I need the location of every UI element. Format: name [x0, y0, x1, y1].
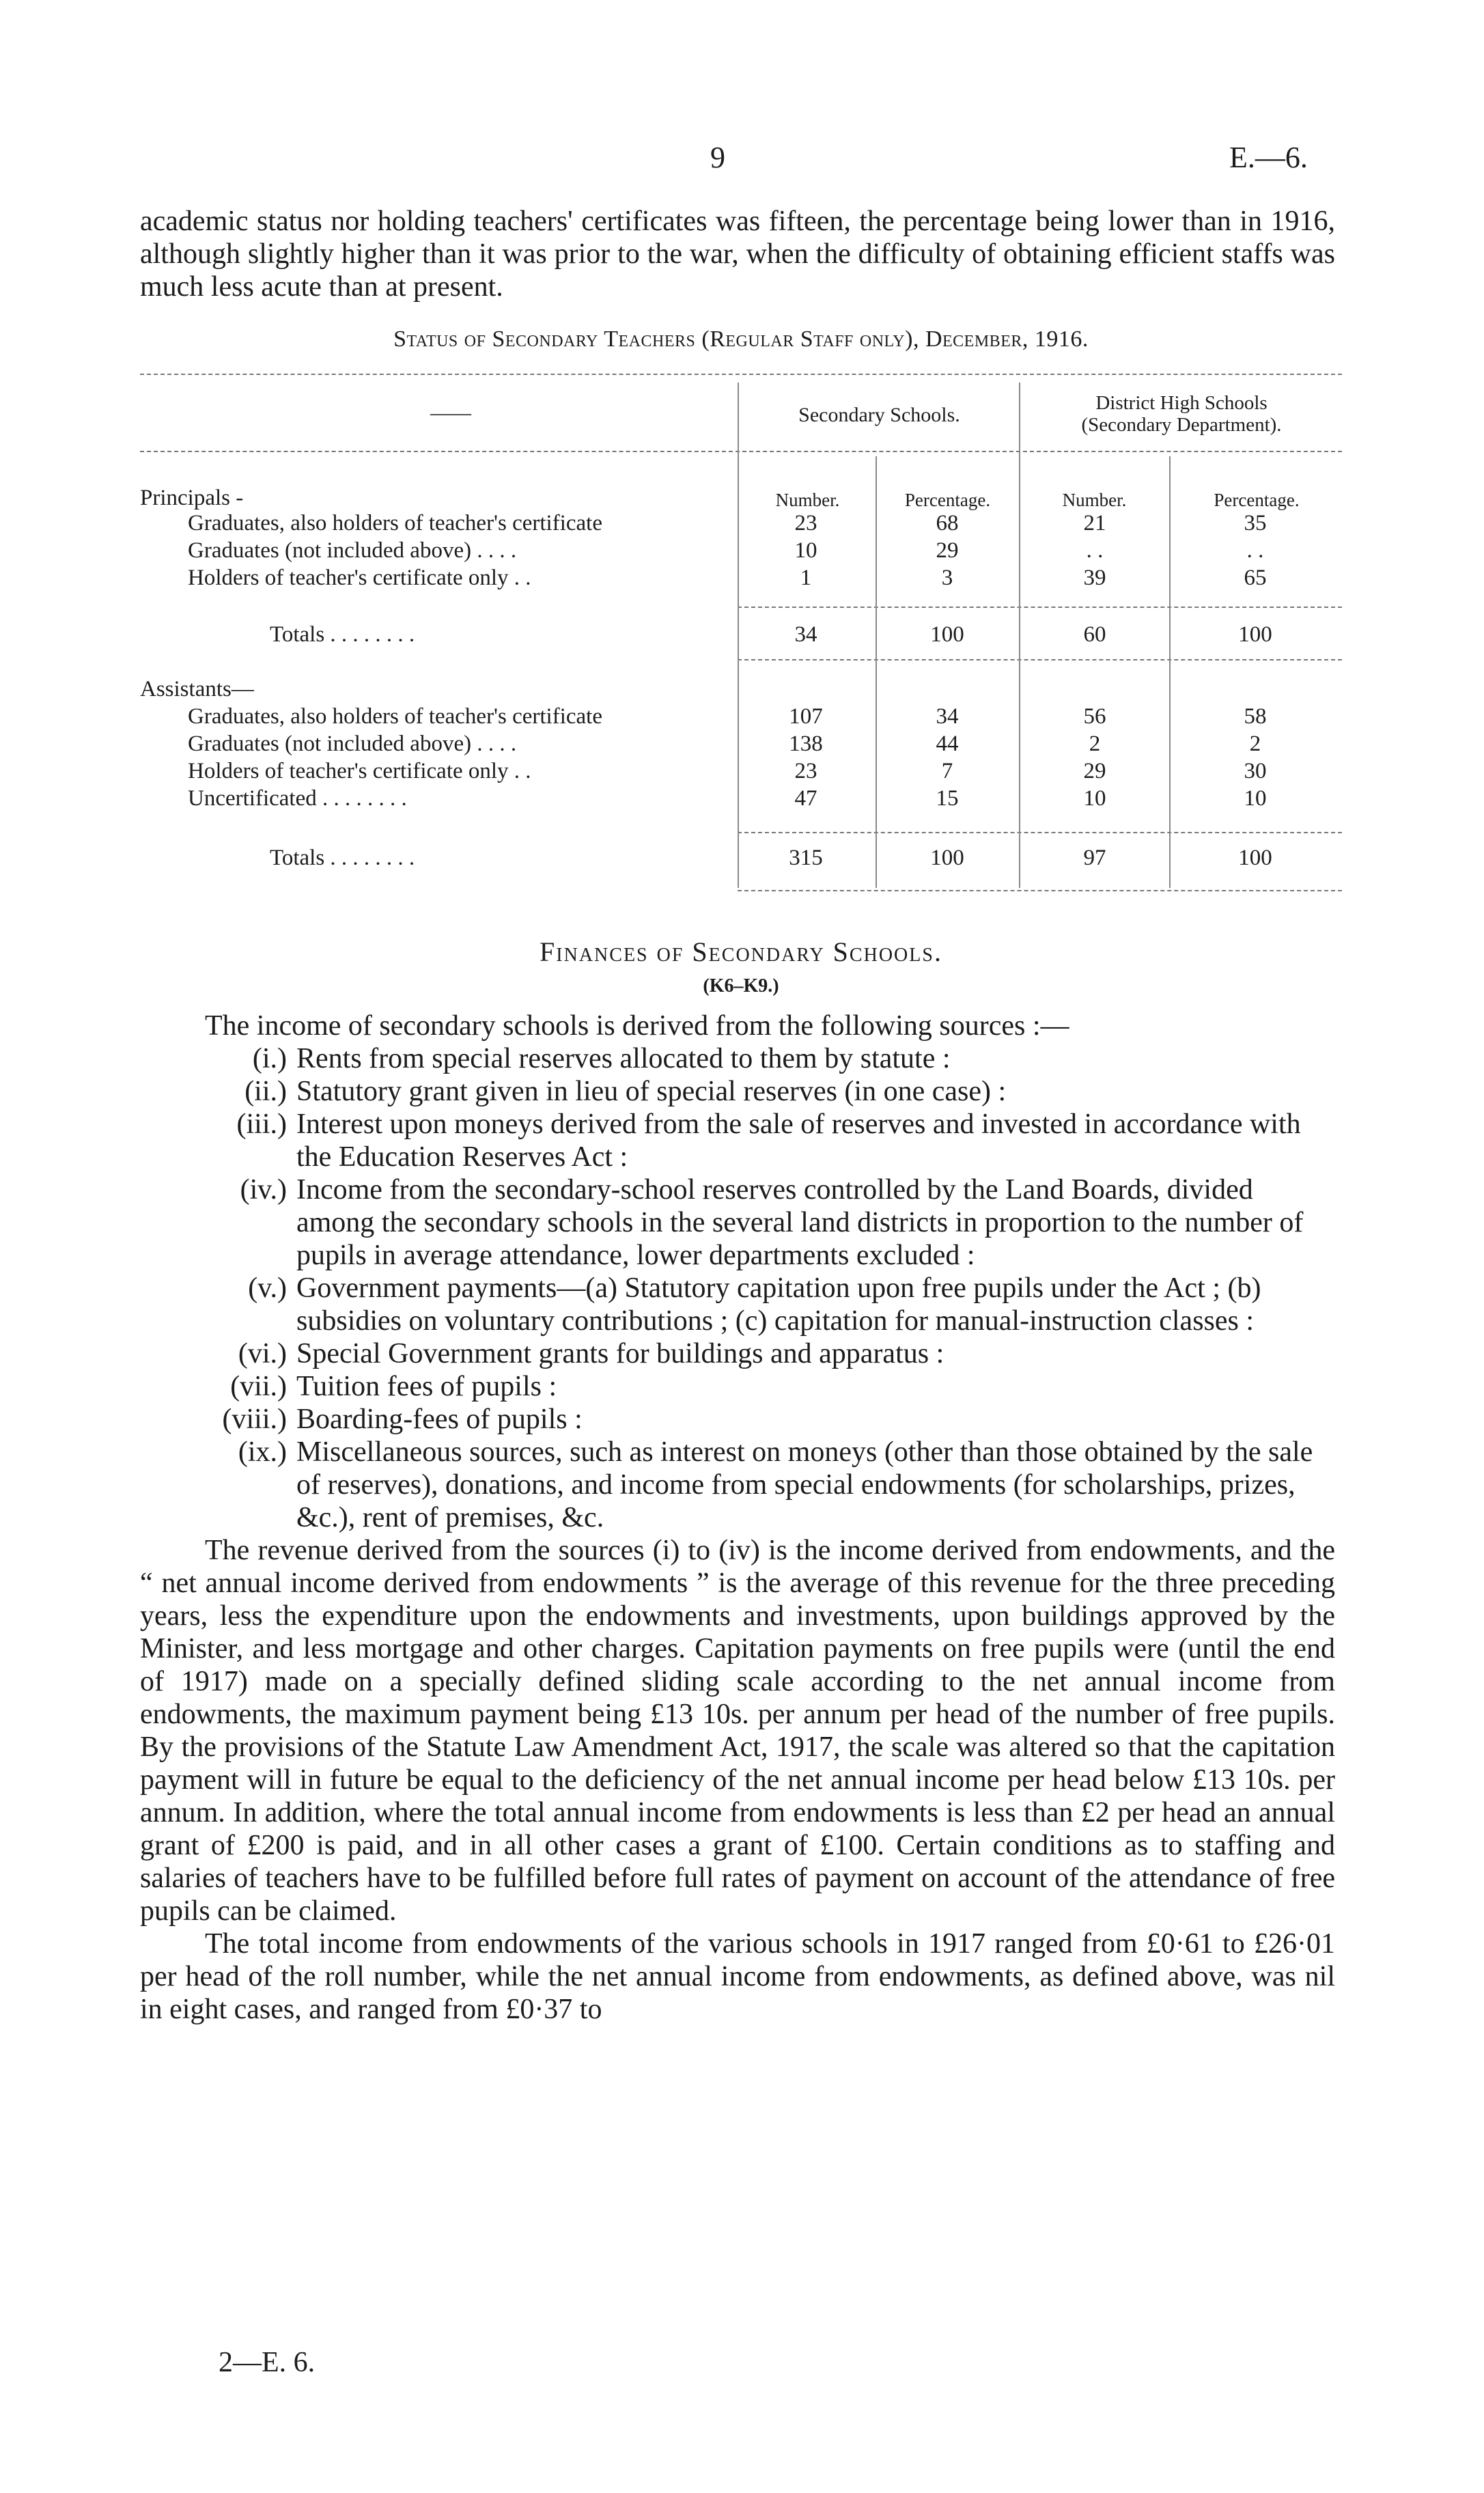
assistants-label: Assistants— — [140, 677, 254, 701]
principal-row-label: Graduates, also holders of teacher's certificate — [188, 511, 602, 535]
assistant-row-label: Graduates (not included above) . . . . — [188, 732, 517, 756]
assistant-row-sec-number: 138 — [789, 732, 823, 756]
table-rule-top — [140, 374, 1342, 375]
table-vline-3 — [1019, 382, 1020, 888]
principal-row-sec-percentage: 29 — [936, 538, 959, 563]
assistant-row-sec-number: 107 — [789, 704, 823, 729]
source-number: (iii.) — [236, 1109, 287, 1140]
principals-label: Principals - — [140, 486, 244, 510]
source-text: Statutory grant given in lieu of special reserves (in one case) : — [296, 1076, 1007, 1107]
assistant-row-dist-percentage: 2 — [1249, 732, 1261, 756]
page-number: 9 — [710, 141, 725, 174]
source-item — [140, 1436, 1335, 1534]
intro-paragraph — [140, 205, 1335, 303]
source-number: (ii.) — [244, 1076, 287, 1107]
source-item — [140, 1370, 1335, 1403]
dist-number-header: Number. — [1062, 490, 1127, 510]
income-range-paragraph: The total income from endowments of the various schools in 1917 ranged from £0·61 to £26·01 per head of the roll number, while the net annual income from endowments, as defined above, was nil in eight cases, and ranged from £0·37 to — [140, 1928, 1335, 2025]
assistants-totals-label: Totals . . . . . . . . — [270, 846, 415, 870]
finances-heading: Finances of Secondary Schools. — [540, 936, 942, 967]
source-item — [140, 1108, 1335, 1173]
sec-number-header: Number. — [775, 490, 840, 510]
source-item — [140, 1173, 1335, 1272]
source-text: Rents from special reserves allocated to them by statute : — [296, 1043, 951, 1074]
table-rule-bottom — [738, 890, 1342, 891]
source-text: Miscellaneous sources, such as interest on moneys (other than those obtained by the sale of reserves), donations, and income from special endowments (for scholarships, prizes, &c.), rent of premises, &c. — [296, 1436, 1313, 1533]
principals-totals-sec-number: 34 — [794, 622, 817, 647]
assistants-totals-sec-percentage: 100 — [930, 846, 964, 870]
assistant-row-sec-percentage: 44 — [936, 732, 959, 756]
assistant-row-sec-number: 47 — [794, 786, 817, 811]
assistant-row-dist-percentage: 58 — [1244, 704, 1267, 729]
secondary-department-header: (Secondary Department). — [1081, 414, 1282, 436]
principal-row-sec-number: 1 — [800, 566, 812, 590]
assistants-totals-dist-percentage: 100 — [1238, 846, 1272, 870]
principal-row-sec-number: 23 — [794, 511, 817, 535]
finances-subheading: (K6–K9.) — [703, 975, 779, 997]
principal-row-dist-percentage: 35 — [1244, 511, 1267, 535]
assistant-row-sec-percentage: 7 — [941, 759, 953, 783]
assistant-row-dist-percentage: 30 — [1244, 759, 1267, 783]
table-rule-principals-subtotal — [738, 607, 1342, 608]
footer-signature: 2—E. 6. — [219, 2347, 316, 2378]
source-text: Government payments—(a) Statutory capitation upon free pupils under the Act ; (b) subsidies on voluntary contributions ; (c) capitation for manual-instruction classes : — [296, 1272, 1261, 1337]
table-rule-principals-total — [738, 659, 1342, 660]
assistant-row-dist-number: 29 — [1083, 759, 1106, 783]
blank-column-header: —— — [430, 402, 471, 424]
principal-row-sec-percentage: 68 — [936, 511, 959, 535]
source-text: Tuition fees of pupils : — [296, 1371, 557, 1402]
dist-percentage-header: Percentage. — [1214, 490, 1300, 510]
assistants-totals-sec-number: 315 — [789, 846, 823, 870]
principal-row-sec-percentage: 3 — [941, 566, 953, 590]
source-item — [140, 1042, 1335, 1075]
table-rule-header — [140, 451, 1342, 452]
assistant-row-label: Holders of teacher's certificate only . . — [188, 759, 531, 783]
source-number: (v.) — [248, 1272, 287, 1304]
assistant-row-dist-number: 10 — [1083, 786, 1106, 811]
principal-row-dist-percentage: . . — [1246, 538, 1264, 563]
source-number: (vi.) — [238, 1338, 287, 1369]
revenue-paragraph: The revenue derived from the sources (i) to (iv) is the income derived from endowments, and the “ net annual income derived from endowments ” is the average of this revenue for the three preceding years, less the expenditure upon the endowments and investments, upon buildings approved by the Minister, and less mortgage and other charges. Capitation payments on free pupils were (until the end of 1917) made on a specially defined sliding scale according to the net annual income from endowments, the maximum payment being £13 10s. per annum per head of the number of free pupils. By the provisions of the Statute Law Amendment Act, 1917, the scale was altered so that the capitation payment will in future be equal to the deficiency of the net annual income per head below £13 10s. per annum. In addition, where the total annual income from endowments is less than £2 per head an annual grant of £200 is paid, and in all other cases a grant of £100. Certain conditions as to staffing and salaries of teachers have to be fulfilled before full rates of payment on account of the attendance of free pupils can be claimed. — [140, 1535, 1335, 1927]
assistant-row-sec-percentage: 34 — [936, 704, 959, 729]
principals-totals-dist-number: 60 — [1083, 622, 1106, 647]
source-item — [140, 1075, 1335, 1108]
source-item — [140, 1272, 1335, 1337]
principal-row-label: Graduates (not included above) . . . . — [188, 538, 517, 563]
district-high-schools-header: District High Schools — [1095, 392, 1268, 414]
assistant-row-dist-number: 56 — [1083, 704, 1106, 729]
source-text: Special Government grants for buildings and apparatus : — [296, 1338, 944, 1369]
assistant-row-dist-percentage: 10 — [1244, 786, 1267, 811]
table-title: Status of Secondary Teachers (Regular Staff only), December, 1916. — [393, 326, 1089, 352]
intro-text: academic status nor holding teachers' certificates was fifteen, the percentage being lower than in 1916, although slightly higher than it was prior to the war, when the difficulty of obtaining efficient staffs was much less acute than at present. — [140, 206, 1335, 303]
source-number: (vii.) — [230, 1371, 287, 1402]
source-text: Interest upon moneys derived from the sale of reserves and invested in accordance with the Education Reserves Act : — [296, 1109, 1301, 1173]
table-vline-2 — [876, 456, 877, 888]
source-text: Income from the secondary-school reserves controlled by the Land Boards, divided among the secondary schools in the several land districts in proportion to the number of pupils in average attendance, lower departments excluded : — [296, 1174, 1304, 1271]
assistants-totals-dist-number: 97 — [1083, 846, 1106, 870]
source-item — [140, 1337, 1335, 1370]
finances-body — [140, 1009, 1335, 2026]
source-number: (i.) — [252, 1043, 287, 1074]
finances-lead: The income of secondary schools is derived from the following sources :— — [205, 1010, 1069, 1042]
table-rule-assistants-subtotal — [738, 832, 1342, 833]
sec-percentage-header: Percentage. — [904, 490, 991, 510]
principal-row-dist-number: 21 — [1083, 511, 1106, 535]
assistant-row-sec-percentage: 15 — [936, 786, 959, 811]
source-number: (ix.) — [238, 1436, 287, 1468]
assistant-row-label: Uncertificated . . . . . . . . — [188, 786, 407, 811]
principal-row-sec-number: 10 — [794, 538, 817, 563]
secondary-schools-header: Secondary Schools. — [798, 404, 960, 426]
document-reference: E.—6. — [1229, 141, 1308, 174]
source-number: (iv.) — [240, 1174, 287, 1206]
source-text: Boarding-fees of pupils : — [296, 1404, 583, 1435]
assistant-row-label: Graduates, also holders of teacher's certificate — [188, 704, 602, 729]
source-number: (viii.) — [222, 1404, 287, 1435]
principal-row-dist-number: . . — [1086, 538, 1104, 563]
source-item — [140, 1403, 1335, 1436]
table-vline-4 — [1169, 456, 1171, 888]
principals-totals-label: Totals . . . . . . . . — [270, 622, 415, 647]
principal-row-label: Holders of teacher's certificate only . . — [188, 566, 531, 590]
principals-totals-sec-percentage: 100 — [930, 622, 964, 647]
principal-row-dist-percentage: 65 — [1244, 566, 1267, 590]
principals-totals-dist-percentage: 100 — [1238, 622, 1272, 647]
assistant-row-sec-number: 23 — [794, 759, 817, 783]
principal-row-dist-number: 39 — [1083, 566, 1106, 590]
assistant-row-dist-number: 2 — [1089, 732, 1101, 756]
table-vline-1 — [738, 382, 739, 888]
